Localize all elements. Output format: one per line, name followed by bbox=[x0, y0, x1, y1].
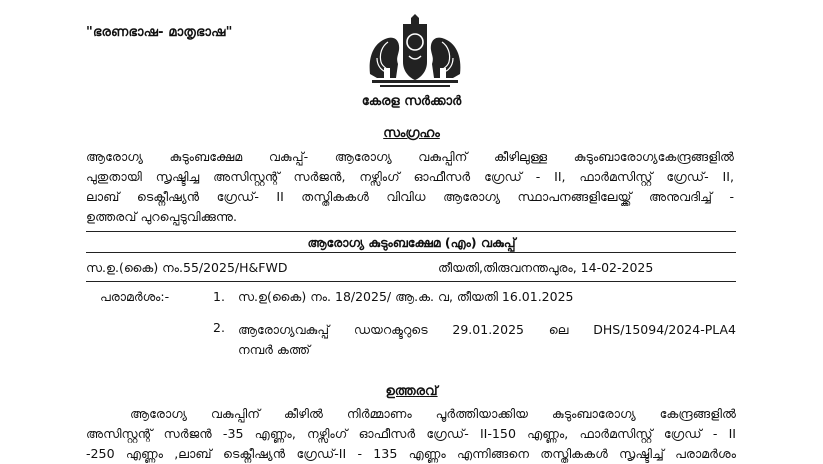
reference-number: 2. bbox=[213, 320, 225, 335]
order-number: സ.ഉ.(കൈ) നം.55/2025/H&FWD bbox=[86, 260, 288, 275]
reference-text: സ.ഉ(കൈ) നം. 18/2025/ ആ.ക. വ, തീയതി 16.01.2025 bbox=[238, 289, 574, 304]
kerala-emblem-icon bbox=[362, 12, 468, 92]
reference-word: ആരോഗ്യവകുപ്പ് bbox=[238, 322, 330, 337]
summary-heading: സംഗ്രഹം bbox=[383, 126, 440, 141]
divider bbox=[86, 231, 736, 232]
reference-line: നമ്പർ കത്ത് bbox=[238, 342, 311, 357]
summary-line: ആരോഗ്യ കുടുംബക്ഷേമ വകുപ്പ്- ആരോഗ്യ വകുപ്പിന് കീഴിലുള്ള കുടുംബാരോഗ്യകേന്ദ്രങ്ങളിൽ bbox=[86, 149, 734, 164]
summary-paragraph bbox=[86, 147, 734, 227]
reference-number: 1. bbox=[213, 289, 225, 304]
divider bbox=[86, 252, 736, 253]
reference-word: DHS/15094/2024-PLA4 bbox=[593, 322, 736, 337]
reference-text bbox=[238, 320, 736, 360]
references-label: പരാമർശം:- bbox=[100, 289, 170, 304]
summary-line: ഉത്തരവ് പുറപ്പെടുവിക്കുന്നു. bbox=[86, 209, 238, 224]
reference-word: ഡയറക്ടറുടെ bbox=[353, 322, 428, 337]
order-date: തീയതി,തിരുവനന്തപുരം, 14-02-2025 bbox=[438, 260, 654, 275]
header-motto: "ഭരണഭാഷ- മാതൃഭാഷ" bbox=[86, 25, 233, 40]
order-line-text: ആരോഗ്യ വകുപ്പിന് കീഴിൽ നിർമ്മാണം പൂർത്തിയാക്കിയ കുടുംബാരോഗ്യ കേന്ദ്രങ്ങളിൽ bbox=[130, 406, 736, 421]
order-line: അസിസ്റ്റന്റ് സർജൻ -35 എണ്ണം, നഴ്സിംഗ് ഓഫീസർ ഗ്രേഡ്- II-150 എണ്ണം, ഫാർമസിസ്റ്റ് ഗ്രേഡ് - II bbox=[86, 426, 736, 441]
reference-word: ലെ bbox=[548, 322, 569, 337]
order-paragraph bbox=[86, 404, 736, 464]
reference-word: 29.01.2025 bbox=[452, 322, 524, 337]
reference-line bbox=[238, 320, 736, 340]
summary-line: ലാബ് ടെക്നീഷ്യൻ ഗ്രേഡ്- II തസ്തികകൾ വിവിധ ആരോഗ്യ സ്ഥാപനങ്ങളിലേയ്ക്ക് അനുവദിച്ച് - bbox=[86, 189, 734, 204]
divider bbox=[86, 281, 736, 282]
summary-line: പുതുതായി സൃഷ്ടിച്ച അസിസ്റ്റന്റ് സർജൻ, നഴ്സിംഗ് ഓഫീസർ ഗ്രേഡ് - II, ഫാർമസിസ്റ്റ് ഗ്രേഡ്- II, bbox=[86, 169, 734, 184]
order-heading: ഉത്തരവ് bbox=[385, 384, 438, 399]
government-name: കേരള സർക്കാർ bbox=[361, 94, 462, 109]
order-line: -250 എണ്ണം ,ലാബ് ടെക്നീഷ്യൻ ഗ്രേഡ്-II - 135 എണ്ണം എന്നിങ്ങനെ തസ്തികകൾ സൃഷ്ടിച്ച് പരാമർശം bbox=[86, 446, 736, 461]
department-name: ആരോഗ്യ കുടുംബക്ഷേമ (എം) വകുപ്പ് bbox=[307, 235, 516, 250]
order-line bbox=[86, 404, 736, 424]
